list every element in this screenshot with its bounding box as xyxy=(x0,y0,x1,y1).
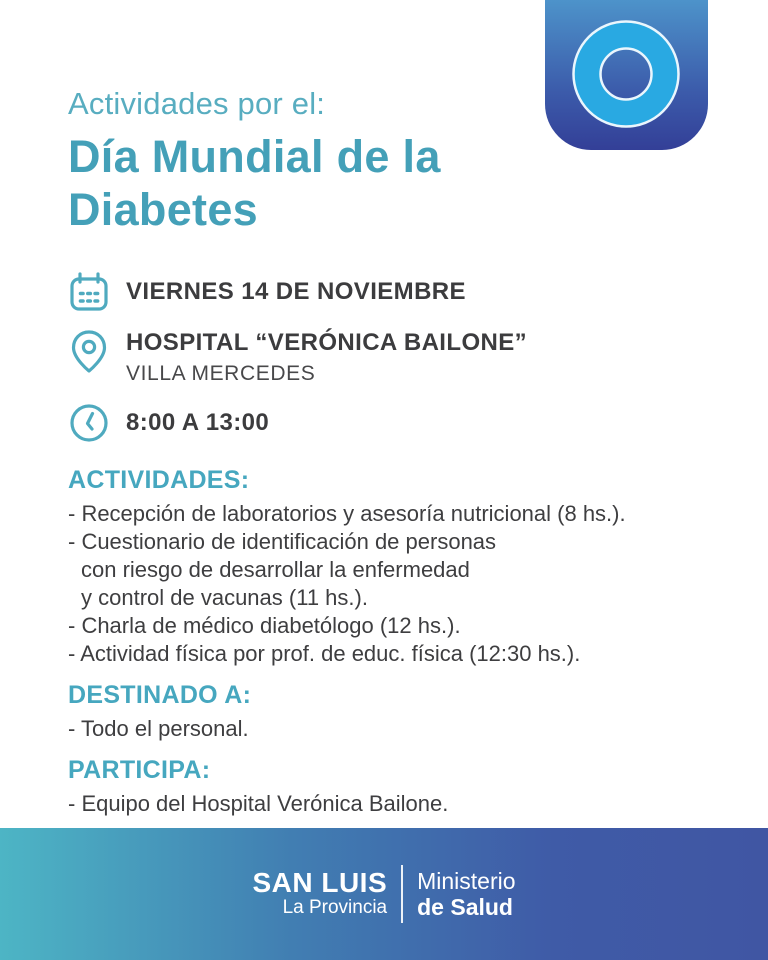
activity-item: - Recepción de laboratorios y asesoría nutricional (8 hs.). xyxy=(68,501,626,526)
footer xyxy=(0,828,768,960)
activity-item-continuation: y control de vacunas (11 hs.). xyxy=(81,585,368,610)
event-date-label: VIERNES 14 DE NOVIEMBRE xyxy=(126,278,466,305)
event-time-row xyxy=(66,401,527,445)
section-audience xyxy=(68,681,718,743)
brand-tagline: La Provincia xyxy=(282,897,388,918)
activity-item: - Actividad física por prof. de educ. física (12:30 hs.). xyxy=(68,641,581,666)
event-location-row xyxy=(66,329,527,386)
page-title-line2: Diabetes xyxy=(68,184,258,235)
ministry-name-line1: Ministerio xyxy=(417,868,516,894)
event-details xyxy=(66,270,527,460)
activity-item-continuation: con riesgo de desarrollar la enfermedad xyxy=(81,557,470,582)
clock-icon xyxy=(66,401,112,445)
section-participants-heading: PARTICIPA: xyxy=(68,756,211,784)
participant-item: - Equipo del Hospital Verónica Bailone. xyxy=(68,791,449,816)
audience-item: - Todo el personal. xyxy=(68,716,249,741)
brand-block xyxy=(252,869,387,919)
page-title xyxy=(68,130,441,236)
section-audience-heading: DESTINADO A: xyxy=(68,681,252,709)
event-date-row xyxy=(66,270,527,314)
diabetes-badge xyxy=(545,0,708,150)
location-pin-icon xyxy=(66,329,112,385)
activity-item: - Charla de médico diabetólogo (12 hs.). xyxy=(68,613,461,638)
event-location-label: HOSPITAL “VERÓNICA BAILONE” xyxy=(126,329,528,356)
brand-name: SAN LUIS xyxy=(252,867,388,898)
activity-item: - Cuestionario de identificación de personas xyxy=(68,529,497,554)
event-location-sublabel: VILLA MERCEDES xyxy=(126,362,316,385)
calendar-icon xyxy=(66,270,112,314)
flyer-body xyxy=(68,466,718,831)
section-participants xyxy=(68,756,718,818)
ministry-block xyxy=(417,868,515,920)
san-luis-government-logo xyxy=(252,865,515,923)
section-activities xyxy=(68,466,718,668)
header-kicker: Actividades por el: xyxy=(68,86,326,121)
page-title-line1: Día Mundial de la xyxy=(68,131,441,182)
event-time-label: 8:00 A 13:00 xyxy=(126,409,270,436)
diabetes-blue-circle-icon xyxy=(545,0,708,150)
header xyxy=(68,86,441,236)
ministry-name-line2: de Salud xyxy=(417,894,513,920)
section-activities-heading: ACTIVIDADES: xyxy=(68,466,250,494)
event-location-block xyxy=(126,329,527,386)
logo-divider xyxy=(401,865,403,923)
